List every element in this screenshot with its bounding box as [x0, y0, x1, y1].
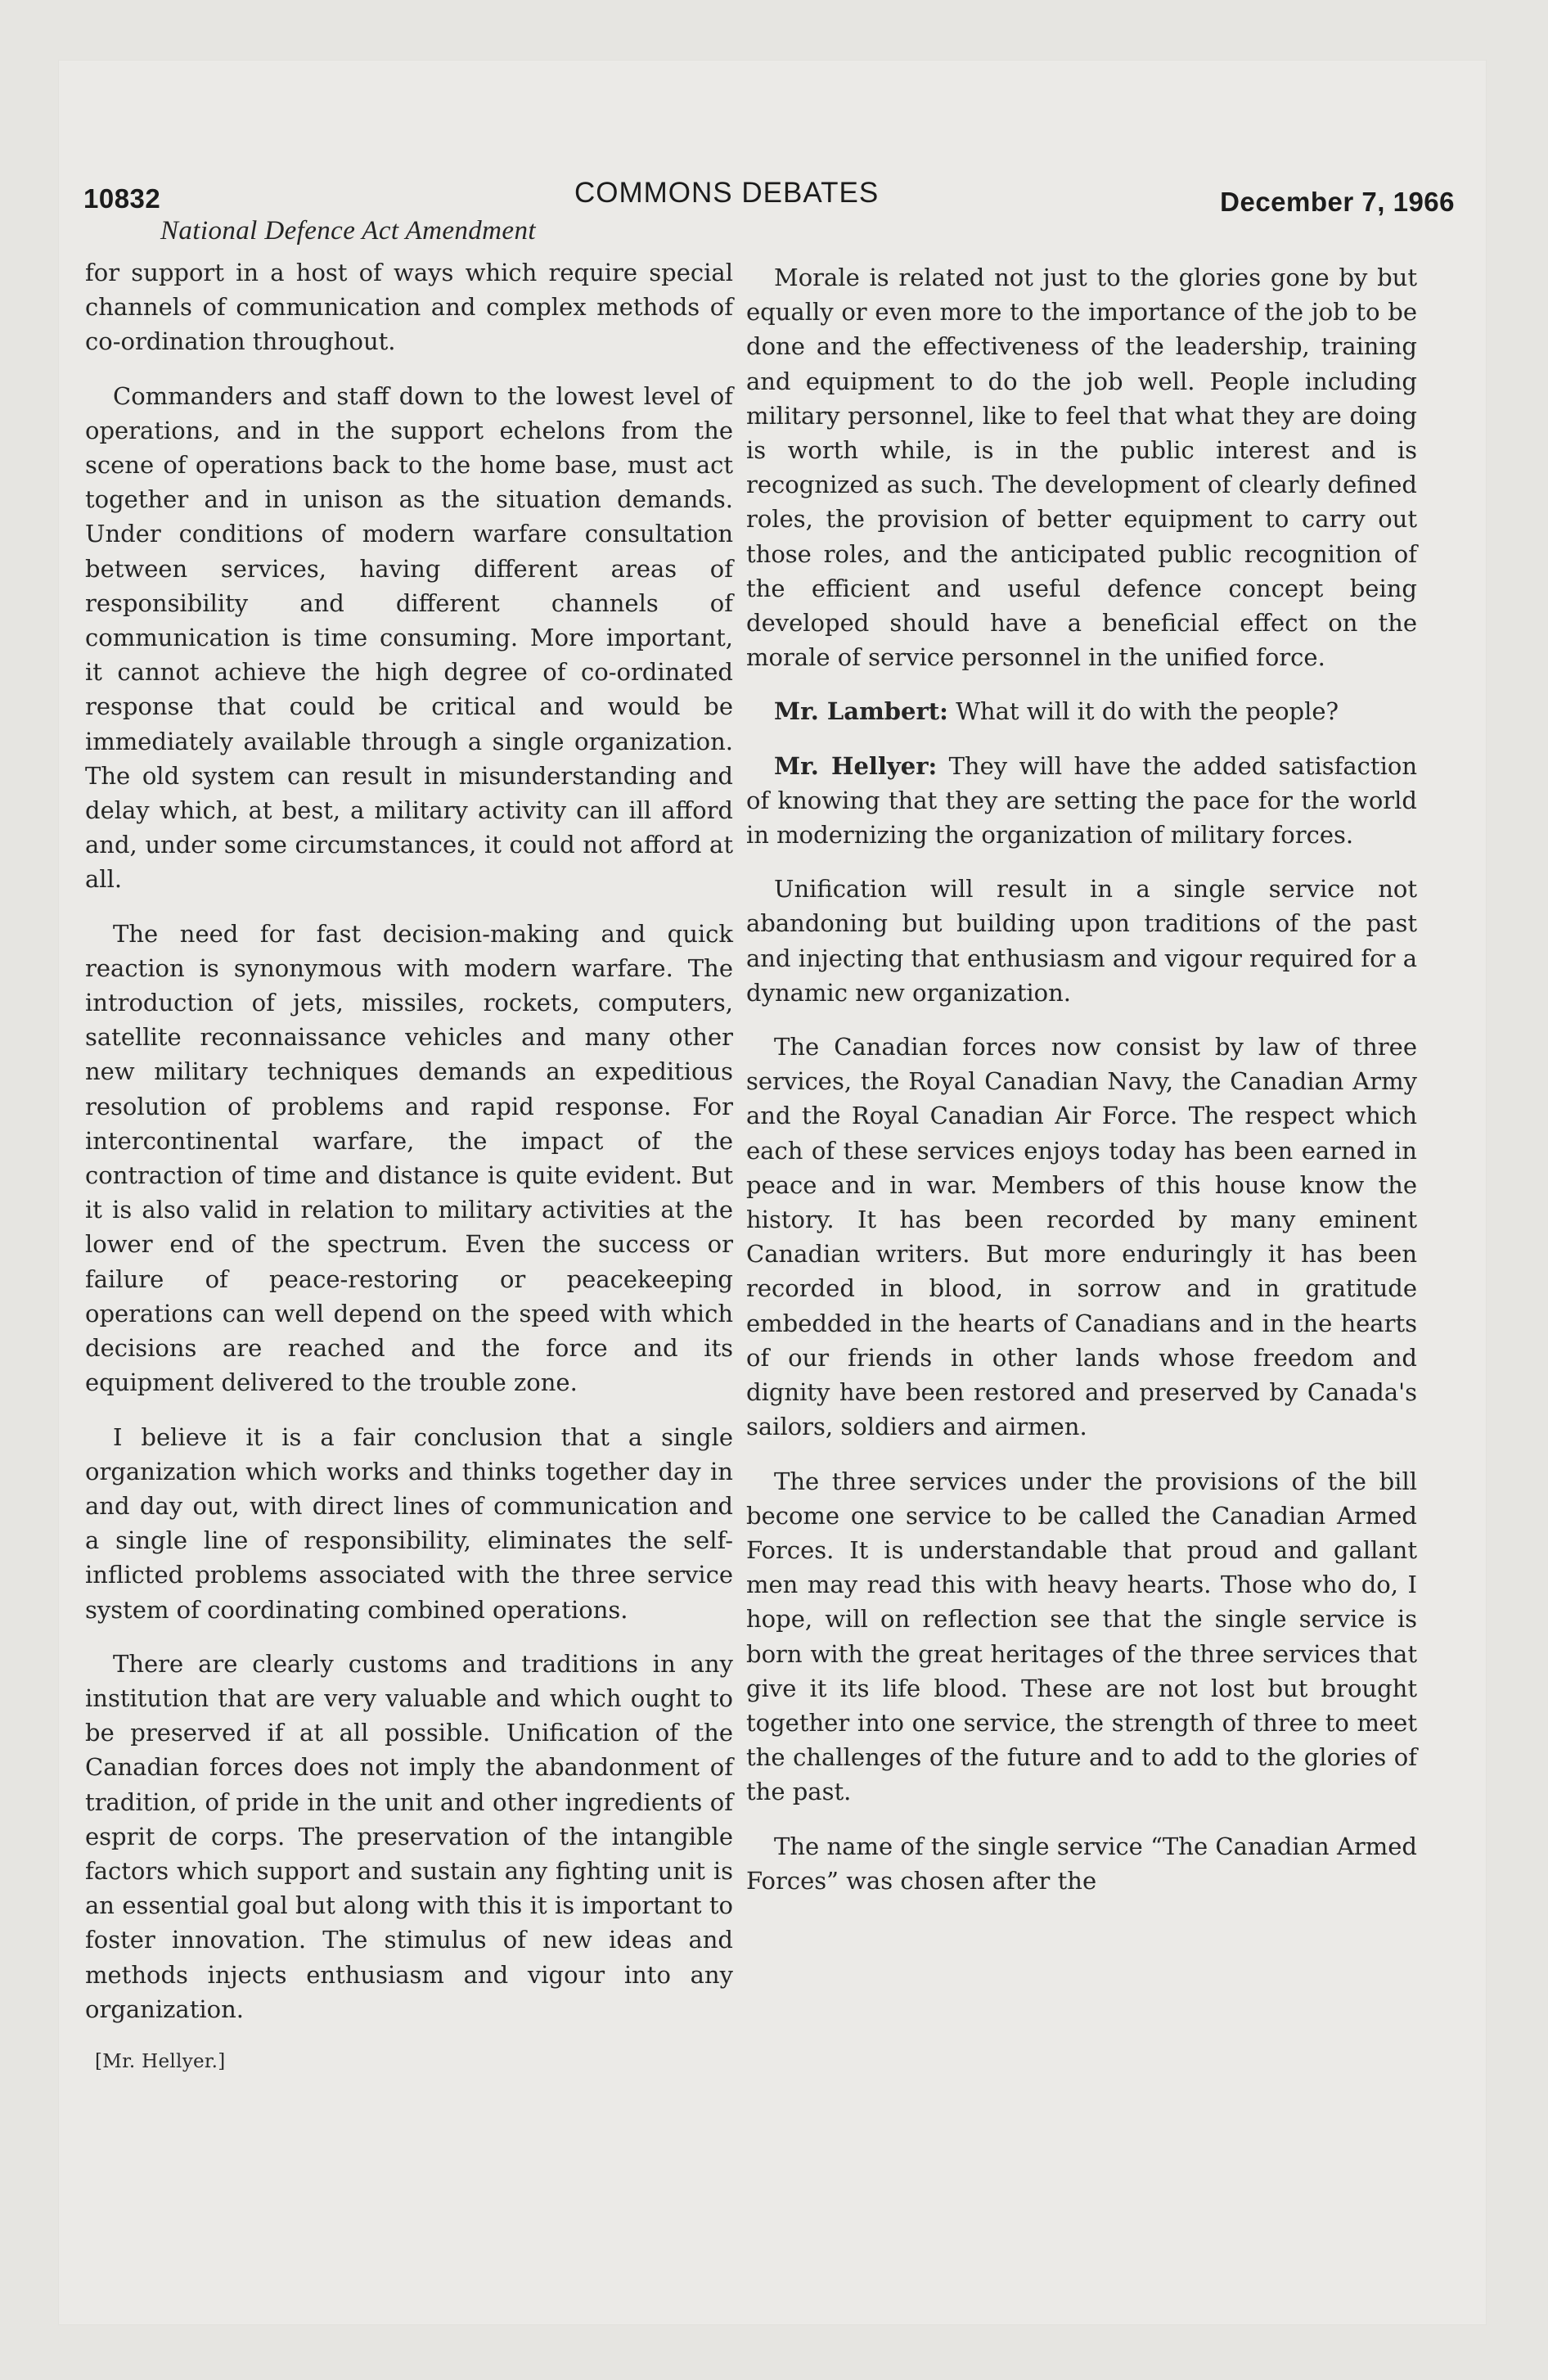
paragraph: I believe it is a fair conclusion that a single organization which works and thinks together day in and day out, with direct lines of communication and a single line of responsibility, eliminates the self-inflicted problems associated with the three service system of coordinating combined operations. [85, 1422, 733, 1624]
speaker-attribution: [Mr. Hellyer.] [95, 2050, 226, 2072]
right-column [746, 260, 1417, 1918]
speaker-name: Mr. Lambert: [774, 697, 948, 726]
paragraph: Unification will result in a single service not abandoning but building upon traditions of the past and injecting that enthusiasm and vigour required for a dynamic new organization. [746, 875, 1417, 1007]
left-column [85, 255, 733, 2079]
page-number: 10832 [83, 183, 161, 214]
speaker-name: Mr. Hellyer: [774, 751, 938, 780]
paragraph: The need for fast decision-making and quick reaction is synonymous with modern warfare. The introduction of jets, missiles, rockets, computers, satellite reconnaissance vehicles and many other new military techniques demands an expeditious resolution of problems and rapid response. For intercontinental warfare, the impact of the contraction of time and distance is quite evident. But it is also valid in relation to military activities at the lower end of the spectrum. Even the success or failure of peace-restoring or peacekeeping operations can well depend on the speed with which decisions are reached and the force and its equipment delivered to the trouble zone. [85, 919, 733, 1397]
speech-paragraph [746, 749, 1417, 853]
speech-text: They will have the added satisfaction of knowing that they are setting the pace for the world in modernizing the organization of military forces. [746, 751, 1417, 850]
paragraph: The three services under the provisions of the bill become one service to be called the Canadian Armed Forces. It is understandable that proud and gallant men may read this with heavy hearts. Those who do, I hope, will on reflection see that the single service is born with the great heritages of the three services that give it its life blood. These are not lost but brought together into one service, the strength of three to meet the challenges of the future and to add to the glories of the past. [746, 1467, 1417, 1806]
header-date: December 7, 1966 [1220, 187, 1455, 217]
paragraph: The name of the single service “The Canadian Armed Forces” was chosen after the [746, 1832, 1417, 1895]
running-header [83, 174, 1455, 223]
paragraph: Commanders and staff down to the lowest level of operations, and in the support echelons from the scene of operations back to the home base, must act together and in unison as the situation demands. Under conditions of modern warfare consultation between services, having different areas of responsibility and different channels of communication is time consuming. More important, it cannot achieve the high degree of co-ordinated response that could be critical and would be immediately available through a single organization. The old system can result in misunderstanding and delay which, at best, a military activity can ill afford and, under some circumstances, it could not afford at all. [85, 381, 733, 894]
paragraph: Morale is related not just to the glories gone by but equally or even more to the importance of the job to be done and the effectiveness of the leadership, training and equipment to do the job well. People including military personnel, like to feel that what they are doing is worth while, is in the public interest and is recognized as such. The development of clearly defined roles, the provision of better equipment to carry out those roles, and the anticipated public recognition of the efficient and useful defence concept being developed should have a beneficial effect on the morale of service personnel in the unified force. [746, 264, 1417, 672]
paragraph: There are clearly customs and traditions in any institution that are very valuable and which ought to be preserved if at all possible. Unification of the Canadian forces does not imply the abandonment of tradition, of pride in the unit and other ingredients of esprit de corps. The preservation of the intangible factors which support and sustain any fighting unit is an essential goal but along with this it is important to foster innovation. The stimulus of new ideas and methods injects enthusiasm and vigour into any organization. [85, 1649, 733, 2023]
paragraph: The Canadian forces now consist by law of three services, the Royal Canadian Navy, the Canadian Army and the Royal Canadian Air Force. The respect which each of these services enjoys today has been earned in peace and in war. Members of this house know the history. It has been recorded by many eminent Canadian writers. But more enduringly it has been recorded in blood, in sorrow and in gratitude embedded in the hearts of Canadians and in the hearts of our friends in other lands whose freedom and dignity have been restored and preserved by Canada's sailors, soldiers and airmen. [746, 1033, 1417, 1441]
paragraph: for support in a host of ways which require special channels of communication and complex methods of co-ordination throughout. [85, 259, 733, 356]
speech-paragraph [746, 694, 1417, 728]
speech-text: What will it do with the people? [956, 697, 1339, 726]
section-subhead: National Defence Act Amendment [160, 216, 536, 246]
journal-title: COMMONS DEBATES [574, 177, 880, 209]
